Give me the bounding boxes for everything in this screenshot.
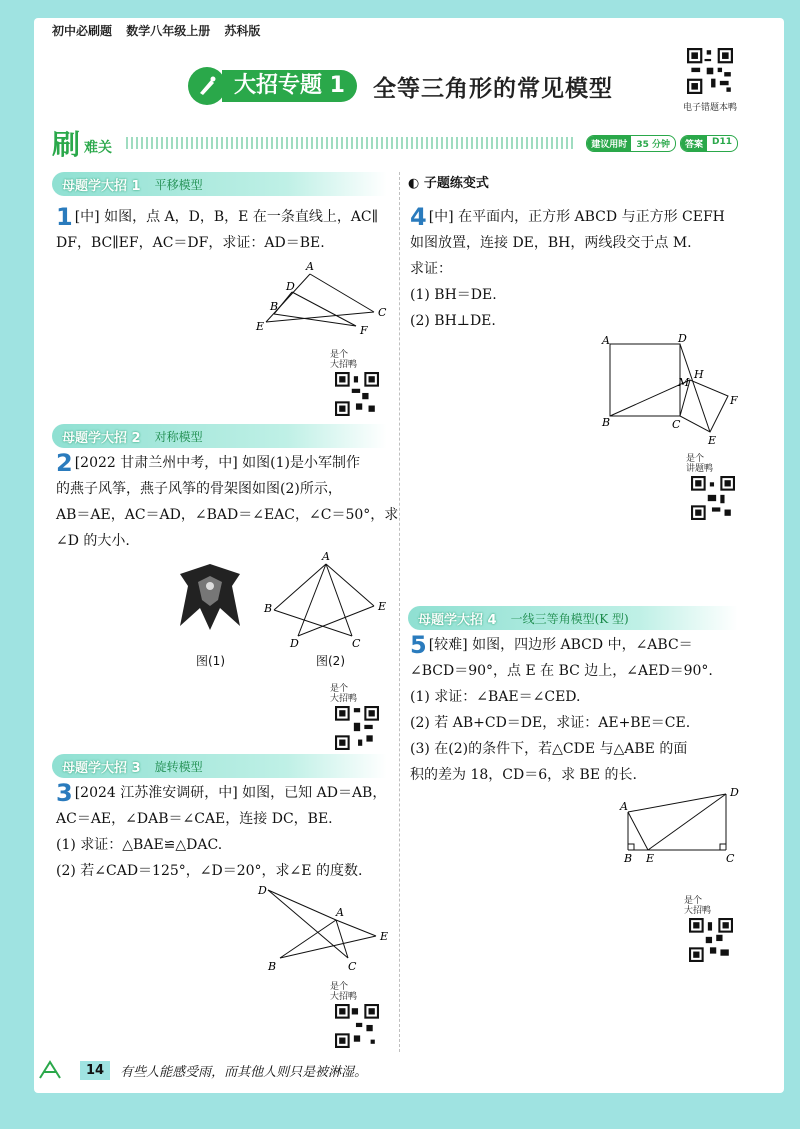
qr-4-caption-2: 讲题鸭 — [686, 464, 714, 474]
fig2-label-c: C — [352, 637, 361, 650]
qr-3-caption-2: 大招鸭 — [330, 992, 358, 1002]
fig4-label-c: C — [672, 418, 681, 431]
problem-number: 1 — [56, 203, 73, 231]
fig2-label-b: B — [264, 602, 273, 615]
fig4-label-m: M — [678, 376, 690, 389]
qr-4[interactable] — [686, 454, 740, 524]
problem-5-line-1: [较难] 如图，四边形 ABCD 中，∠ABC＝ — [428, 637, 693, 653]
qr-4-caption-1: 是个 — [686, 454, 705, 464]
section-bar — [52, 128, 738, 161]
fig5-label-b: B — [624, 852, 633, 865]
level-label: 难关 — [84, 140, 113, 156]
page-title: 全等三角形的常见模型 — [372, 75, 613, 102]
fig2-label-d: D — [290, 637, 299, 650]
figure-1 — [250, 258, 390, 338]
mother-title-3-main: 母题学大招 3 — [62, 760, 141, 776]
problem-3-line-1: [2024 江苏淮安调研，中] 如图，已知 AD＝AB， — [74, 785, 387, 801]
qr-5-caption-1: 是个 — [684, 896, 703, 906]
mother-title-2 — [52, 424, 387, 448]
subject-name: 数学八年级上册 — [126, 24, 211, 38]
fig3-label-b: B — [268, 960, 277, 973]
qr-code-icon[interactable] — [335, 706, 379, 750]
time-pill — [586, 135, 676, 152]
fig4-label-h: H — [694, 368, 704, 381]
qr-2-caption-1: 是个 — [330, 684, 349, 694]
fig1-label-e: E — [256, 320, 265, 333]
mother-title-4-sub: 一线三等角模型(K 型) — [510, 611, 629, 626]
problem-1-line-1: [中] 如图，点 A，D，B，E 在一条直线上，AC∥ — [74, 209, 379, 225]
fig1-label-d: D — [286, 280, 295, 293]
qr-3-caption-1: 是个 — [330, 982, 349, 992]
qr-code-icon[interactable] — [687, 48, 733, 94]
fig4-label-f: F — [730, 394, 738, 407]
fig1-label-b: B — [270, 300, 279, 313]
answer-pill — [680, 135, 738, 152]
topic-tag: 大招专题 1 — [222, 70, 357, 102]
qr-5-caption-2: 大招鸭 — [684, 906, 712, 916]
mother-title-4 — [408, 606, 738, 630]
fig1-label-c: C — [378, 306, 387, 319]
qr-2[interactable] — [330, 684, 384, 754]
qr-1[interactable] — [330, 350, 384, 420]
problem-5 — [410, 632, 750, 788]
qr-top[interactable] — [680, 48, 740, 113]
figure-4 — [598, 332, 748, 450]
page-number: 14 — [80, 1061, 110, 1080]
problem-number: 3 — [56, 779, 73, 807]
fig5-label-e: E — [646, 852, 655, 865]
fig4-label-d: D — [678, 332, 687, 345]
mother-title-1-sub: 平移模型 — [154, 177, 203, 192]
fig4-label-e: E — [708, 434, 717, 447]
problem-4-line-2: 如图放置，连接 DE，BH，两线段交于点 M. — [410, 235, 692, 251]
fig2-label-a: A — [322, 550, 330, 563]
problem-5-line-4: (2) 若 AB+CD＝DE，求证：AE+BE＝CE. — [410, 715, 691, 731]
fig5-label-a: A — [620, 800, 628, 813]
problem-1 — [56, 204, 392, 256]
problem-4-line-1: [中] 在平面内，正方形 ABCD 与正方形 CEFH — [428, 209, 725, 225]
sub-problems-heading — [408, 172, 489, 191]
running-head — [52, 22, 270, 39]
problem-3-line-4: (2) 若∠CAD＝125°，∠D＝20°，求∠E 的度数. — [56, 863, 363, 879]
mother-title-3-sub: 旋转模型 — [154, 759, 203, 774]
problem-number: 2 — [56, 449, 73, 477]
hatch-divider — [126, 137, 574, 149]
problem-2-line-1: [2022 甘肃兰州中考，中] 如图(1)是小军制作 — [74, 455, 360, 471]
mother-title-1 — [52, 172, 387, 196]
kite-swallow-image — [170, 556, 250, 636]
qr-5[interactable] — [684, 896, 738, 966]
problem-3-line-2: AC＝AE，∠DAB＝∠CAE，连接 DC，BE. — [56, 811, 333, 827]
fig5-label-d: D — [730, 786, 739, 799]
problem-2-line-3: AB＝AE，AC＝AD，∠BAD＝∠EAC，∠C＝50°，求 — [56, 507, 399, 523]
fig3-label-c: C — [348, 960, 357, 973]
fig5-label-c: C — [726, 852, 735, 865]
problem-2-line-4: ∠D 的大小. — [56, 533, 130, 549]
problem-3-line-3: (1) 求证：△BAE≌△DAC. — [56, 837, 223, 853]
answer-page: D11 — [712, 136, 732, 147]
fig3-label-d: D — [258, 884, 267, 897]
time-value: 35 分钟 — [636, 139, 670, 150]
problem-5-line-6: 积的差为 18，CD＝6，求 BE 的长. — [410, 767, 637, 783]
sub-head-text: 子题练变式 — [423, 176, 489, 191]
figure-2 — [262, 550, 392, 650]
book-name: 初中必刷题 — [52, 24, 113, 38]
mother-title-2-sub: 对称模型 — [154, 429, 203, 444]
footer — [38, 1060, 367, 1080]
qr-1-caption-2: 大招鸭 — [330, 360, 358, 370]
fig3-label-a: A — [336, 906, 344, 919]
sub-head-bullet-icon: ◐ — [408, 176, 420, 191]
edition-name: 苏科版 — [224, 24, 261, 38]
problem-number: 4 — [410, 203, 427, 231]
fig2-caption-2: 图(2) — [316, 654, 345, 668]
footer-a-logo-icon — [38, 1060, 62, 1080]
fig3-label-e: E — [380, 930, 389, 943]
brush-logo-icon — [188, 67, 226, 105]
mother-title-2-main: 母题学大招 2 — [62, 430, 141, 446]
fig4-label-a: A — [602, 334, 610, 347]
problem-1-line-2: DF，BC∥EF，AC＝DF，求证：AD＝BE. — [56, 235, 325, 251]
figure-3 — [252, 878, 392, 978]
mother-title-1-main: 母题学大招 1 — [62, 178, 141, 194]
problem-5-line-2: ∠BCD＝90°，点 E 在 BC 边上，∠AED＝90°. — [410, 663, 713, 679]
title-banner — [188, 66, 628, 106]
qr-top-caption: 电子错题本鸭 — [682, 103, 737, 113]
problem-5-line-3: (1) 求证：∠BAE＝∠CED. — [410, 689, 581, 705]
answer-label: 答案 — [681, 136, 707, 151]
qr-code-icon[interactable] — [335, 372, 379, 416]
qr-code-icon[interactable] — [691, 476, 735, 520]
problem-4-line-5: (2) BH⊥DE. — [410, 313, 496, 329]
qr-3[interactable] — [330, 982, 384, 1052]
problem-4-line-3: 求证： — [410, 261, 452, 277]
mother-title-4-main: 母题学大招 4 — [418, 612, 497, 628]
qr-code-icon[interactable] — [335, 1004, 379, 1048]
fig1-label-f: F — [360, 324, 368, 337]
problem-5-line-5: (3) 在(2)的条件下，若△CDE 与△ABE 的面 — [410, 741, 688, 757]
problem-3 — [56, 780, 396, 884]
problem-4 — [410, 204, 750, 334]
fig1-label-a: A — [306, 260, 314, 273]
problem-2-line-2: 的燕子风筝，燕子风筝的骨架图如图(2)所示， — [56, 481, 342, 497]
fig2-caption-1: 图(1) — [196, 654, 225, 668]
fig4-label-b: B — [602, 416, 611, 429]
mother-title-3 — [52, 754, 387, 778]
figure-5 — [616, 784, 746, 868]
qr-1-caption-1: 是个 — [330, 350, 349, 360]
qr-code-icon[interactable] — [689, 918, 733, 962]
time-label: 建议用时 — [587, 136, 631, 151]
footer-quote: 有些人能感受雨，而其他人则只是被淋湿。 — [120, 1064, 368, 1080]
problem-number: 5 — [410, 631, 427, 659]
problem-4-line-4: (1) BH＝DE. — [410, 287, 497, 303]
fig2-label-e: E — [378, 600, 387, 613]
problem-2 — [56, 449, 399, 554]
column-divider — [399, 172, 400, 1052]
shua-label: 刷 — [52, 128, 81, 161]
qr-2-caption-2: 大招鸭 — [330, 694, 358, 704]
